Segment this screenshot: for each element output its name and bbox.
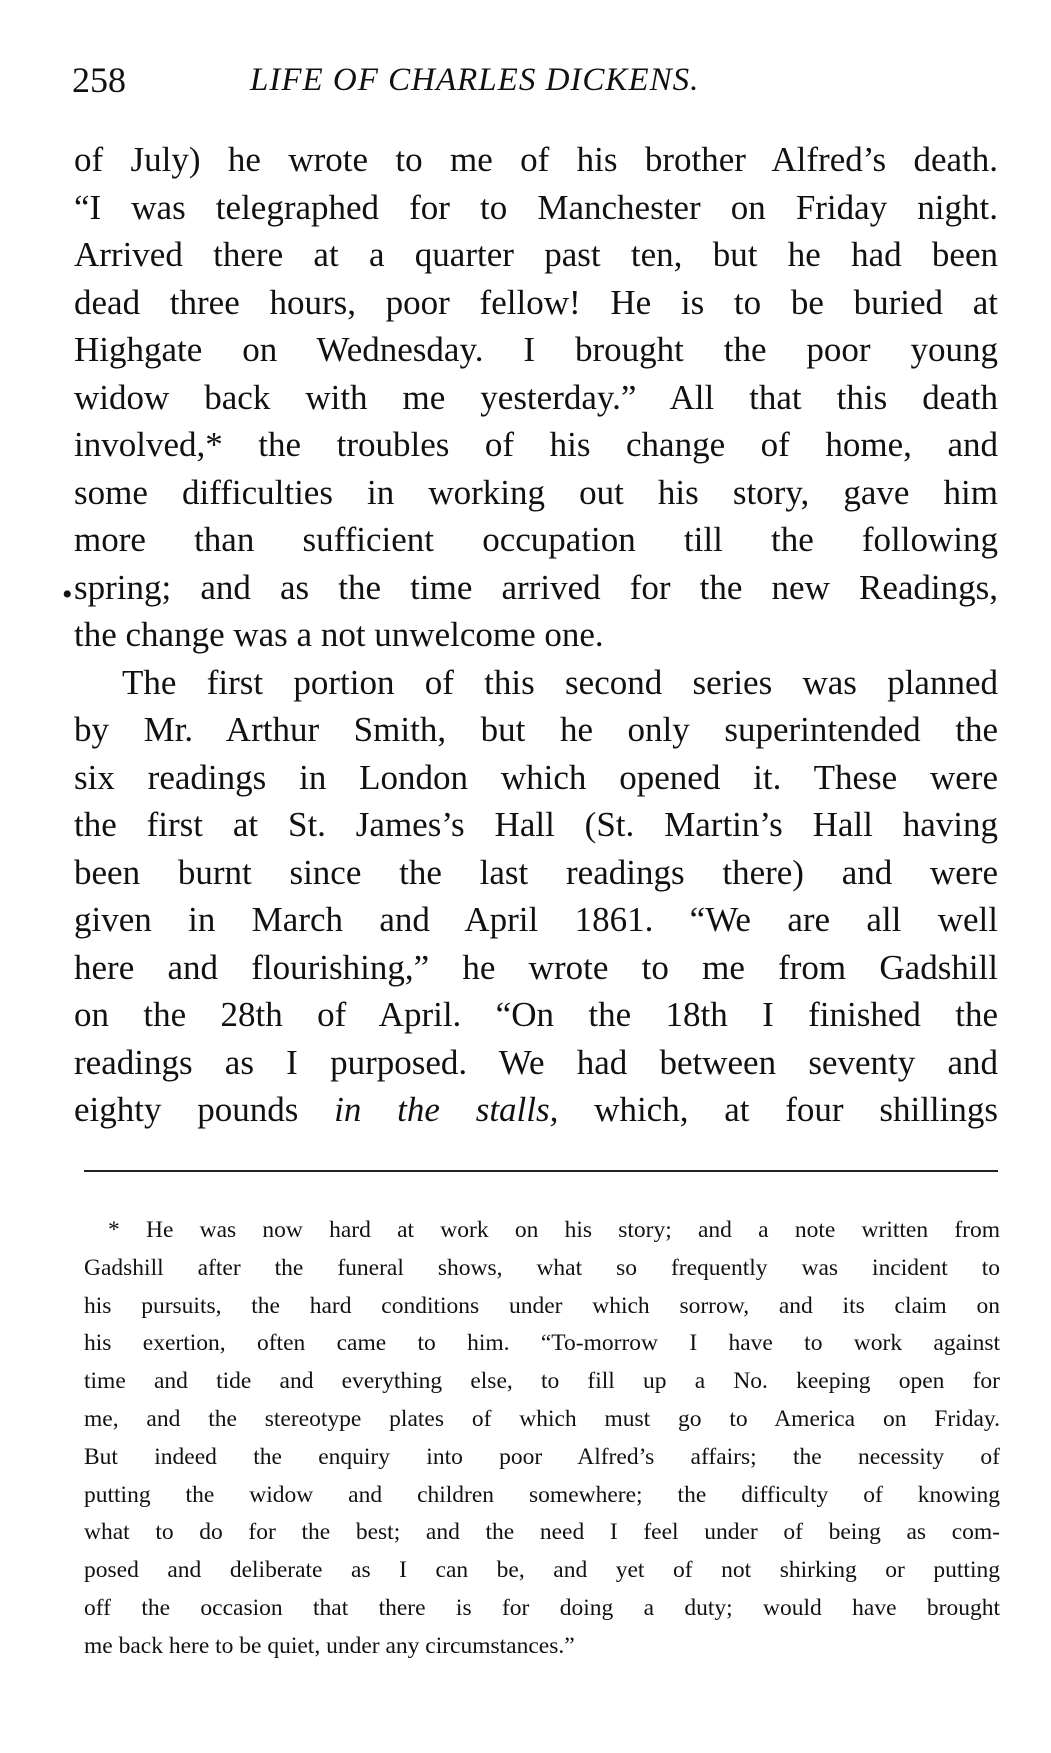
footnote-divider bbox=[84, 1170, 998, 1172]
footnote-line: his pursuits, the hard conditions under which sorrow, and its claim on bbox=[84, 1292, 1000, 1319]
text-line: The first portion of this second series was planned bbox=[122, 662, 998, 702]
footnote-line: But indeed the enquiry into poor Alfred’s affairs; the necessity of bbox=[84, 1443, 1000, 1470]
text-line-final bbox=[74, 1086, 998, 1134]
text-line: dead three hours, poor fellow! He is to be buried at bbox=[74, 282, 998, 322]
text-line: “I was telegraphed for to Manchester on Friday night. bbox=[74, 187, 998, 227]
text-line: more than sufficient occupation till the following bbox=[74, 520, 998, 559]
footnote-line: putting the widow and children somewhere; the difficulty of knowing bbox=[84, 1481, 1000, 1508]
footnote-line: * He was now hard at work on his story; and a note written from bbox=[108, 1217, 1000, 1243]
footnote-line: his exertion, often came to him. “To-morrow I have to work against bbox=[84, 1330, 1000, 1357]
text-segment: eighty pounds bbox=[74, 1090, 335, 1129]
footnote bbox=[84, 1212, 1000, 1666]
footnote-line: me back here to be quiet, under any circumstances.” bbox=[84, 1632, 575, 1659]
text-line: involved,* the troubles of his change of home, and bbox=[74, 425, 998, 464]
italic-phrase: in the stalls, bbox=[334, 1090, 559, 1129]
footnote-line: Gadshill after the funeral shows, what so frequently was incident to bbox=[84, 1254, 1000, 1281]
text-line: here and flourishing,” he wrote to me from Gadshill bbox=[74, 947, 998, 987]
footnote-line: me, and the stereotype plates of which must go to America on Friday. bbox=[84, 1405, 1000, 1432]
footnote-line: what to do for the best; and the need I feel under of being as com- bbox=[84, 1519, 1000, 1546]
text-line: Highgate on Wednesday. I brought the poor young bbox=[74, 330, 998, 369]
text-line: on the 28th of April. “On the 18th I finished the bbox=[74, 995, 998, 1034]
paragraph-2 bbox=[74, 659, 998, 1134]
text-line: of July) he wrote to me of his brother Alfred’s death. bbox=[74, 140, 998, 179]
text-line: been burnt since the last readings there) and were bbox=[74, 852, 998, 892]
paragraph-1 bbox=[74, 136, 998, 659]
text-line: the first at St. James’s Hall (St. Martin’s Hall having bbox=[74, 805, 998, 844]
main-text bbox=[74, 136, 998, 1134]
running-title: LIFE OF CHARLES DICKENS. bbox=[250, 62, 700, 98]
footnote-line: off the occasion that there is for doing a duty; would have brought bbox=[84, 1594, 1000, 1621]
page-number: 258 bbox=[72, 60, 126, 100]
text-line: readings as I purposed. We had between seventy and bbox=[74, 1042, 998, 1082]
footnote-line: time and tide and everything else, to fill up a No. keeping open for bbox=[84, 1368, 1000, 1395]
text-line: given in March and April 1861. “We are all well bbox=[74, 900, 998, 939]
text-line: the change was a not unwelcome one. bbox=[74, 615, 604, 654]
text-line: by Mr. Arthur Smith, but he only superintended the bbox=[74, 710, 998, 749]
footnote-line: posed and deliberate as I can be, and yet of not shirking or putting bbox=[84, 1557, 1000, 1584]
text-line: spring; and as the time arrived for the new Readings, bbox=[74, 567, 998, 607]
text-line: some difficulties in working out his story, gave him bbox=[74, 472, 998, 512]
text-line: six readings in London which opened it. These were bbox=[74, 757, 998, 797]
page-header bbox=[72, 58, 1002, 108]
text-segment: which, at four shillings bbox=[558, 1090, 998, 1129]
text-line: Arrived there at a quarter past ten, but he had been bbox=[74, 235, 998, 274]
margin-mark: • bbox=[62, 578, 73, 611]
text-line: widow back with me yesterday.” All that this death bbox=[74, 377, 998, 417]
